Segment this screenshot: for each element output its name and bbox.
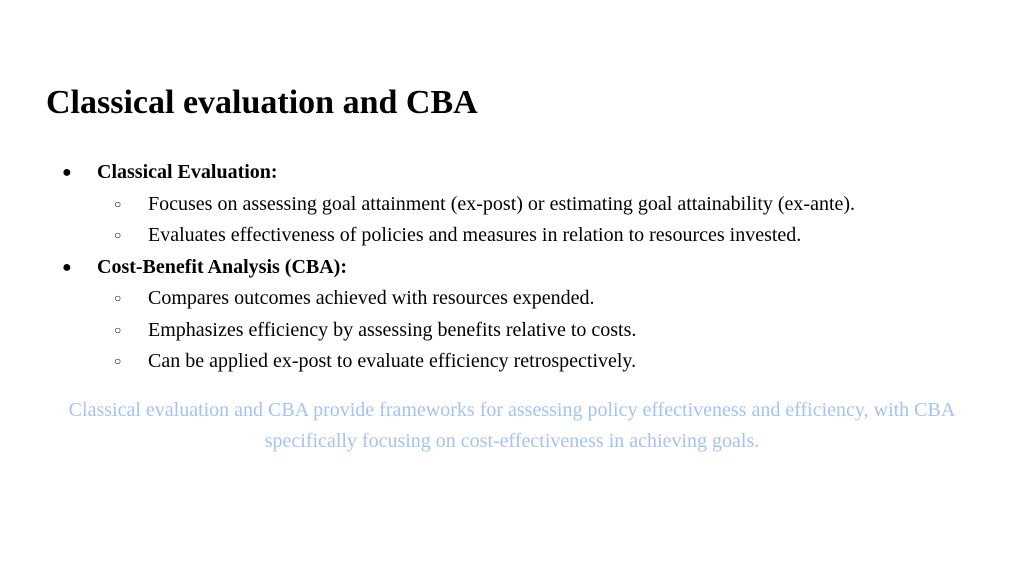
bullet-heading: Classical Evaluation: xyxy=(97,161,278,183)
sub-bullet-item xyxy=(0,315,1024,347)
bullet-circle-icon: ○ xyxy=(114,196,122,211)
sub-bullet-item xyxy=(0,220,1024,252)
bullet-list xyxy=(0,157,1024,378)
bullet-item-cost-benefit-analysis xyxy=(0,252,1024,284)
slide-title: Classical evaluation and CBA xyxy=(46,84,478,121)
bullet-circle-icon: ○ xyxy=(114,354,122,368)
sub-bullet-item xyxy=(0,189,1024,221)
sub-bullet-text: Compares outcomes achieved with resources expended. xyxy=(148,287,595,309)
bullet-heading: Cost-Benefit Analysis (CBA): xyxy=(97,255,347,278)
sub-bullet-item xyxy=(0,283,1024,315)
bullet-circle-icon: ○ xyxy=(114,228,122,242)
sub-bullet-item xyxy=(0,346,1024,378)
bullet-circle-icon: ○ xyxy=(114,322,122,337)
summary-text: Classical evaluation and CBA provide frameworks for assessing policy effectiveness and efficiency, with CBA specifically focusing on cost-effectiveness in achieving goals. xyxy=(68,399,956,452)
bullet-dot-icon: ● xyxy=(62,258,72,276)
sub-bullet-text: Focuses on assessing goal attainment (ex-post) or estimating goal attainability (ex-ante). xyxy=(148,192,856,215)
sub-bullet-text: Can be applied ex-post to evaluate efficiency retrospectively. xyxy=(148,350,637,372)
bullet-circle-icon: ○ xyxy=(114,291,122,305)
bullet-item-classical-evaluation xyxy=(0,157,1024,189)
sub-bullet-text: Emphasizes efficiency by assessing benefits relative to costs. xyxy=(148,318,637,341)
sub-bullet-text: Evaluates effectiveness of policies and measures in relation to resources invested. xyxy=(148,224,802,246)
bullet-dot-icon: ● xyxy=(62,164,72,181)
